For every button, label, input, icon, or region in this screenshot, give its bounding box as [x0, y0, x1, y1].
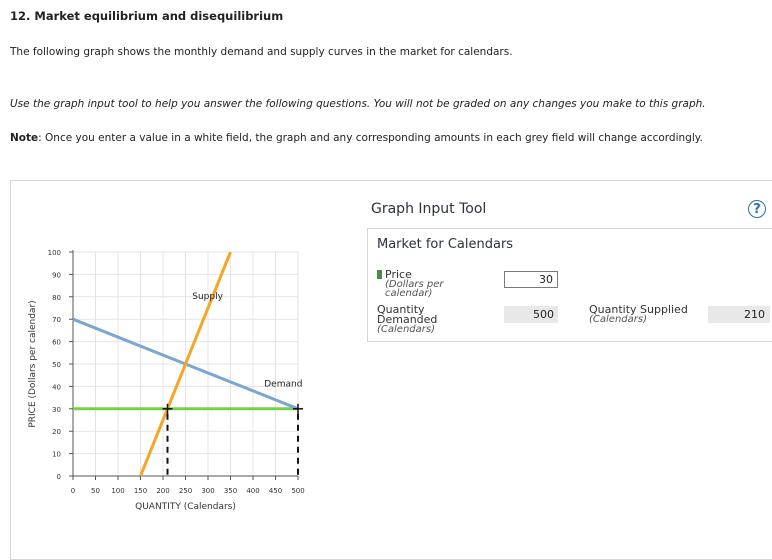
- y-tick-label: 20: [52, 428, 61, 437]
- question-note: [10, 132, 703, 144]
- price-label: Price: [385, 268, 412, 281]
- note-text: : Once you enter a value in a white field, the graph and any corresponding amounts in each grey field will change accordingly.: [38, 132, 703, 144]
- quantity-supplied-value: 210: [708, 306, 770, 323]
- y-tick-label: 60: [52, 338, 61, 347]
- x-axis-label: QUANTITY (Calendars): [135, 502, 236, 512]
- demand-label: Demand: [264, 379, 303, 390]
- x-tick-label: 450: [268, 487, 283, 495]
- quantity-supplied-label: Quantity Supplied: [589, 303, 688, 316]
- price-unit: (Dollars per calendar): [385, 279, 444, 299]
- price-input[interactable]: 30: [504, 271, 558, 288]
- y-tick-label: 0: [56, 473, 61, 481]
- price-label-group: [377, 270, 455, 298]
- graph-panel: [10, 180, 772, 560]
- market-title: Market for Calendars: [377, 237, 514, 252]
- help-icon[interactable]: ?: [748, 200, 766, 218]
- x-tick-label: 50: [91, 487, 100, 495]
- y-axis-label: PRICE (Dollars per calendar): [28, 300, 38, 428]
- quantity-demanded-unit: (Calendars): [377, 324, 435, 335]
- x-tick-label: 400: [246, 487, 260, 495]
- y-tick-label: 80: [52, 293, 61, 302]
- y-tick-label: 70: [52, 316, 61, 325]
- x-tick-label: 300: [201, 487, 215, 495]
- x-tick-label: 350: [223, 487, 238, 495]
- supply-label: Supply: [192, 292, 223, 303]
- x-tick-label: 200: [156, 487, 170, 495]
- quantity-demanded-label-group: [377, 305, 447, 334]
- question-intro: The following graph shows the monthly demand and supply curves in the market for calendars.: [10, 46, 513, 58]
- y-tick-label: 90: [52, 271, 61, 280]
- x-tick-label: 100: [111, 487, 125, 495]
- quantity-demanded-value: 500: [504, 306, 558, 323]
- graph-input-tool-title: Graph Input Tool: [371, 201, 487, 217]
- x-tick-label: 0: [70, 487, 76, 495]
- x-tick-label: 500: [291, 487, 305, 495]
- quantity-supplied-unit: (Calendars): [589, 314, 647, 325]
- question-title: 12. Market equilibrium and disequilibrium: [10, 9, 284, 23]
- quantity-demanded-label: Quantity Demanded: [377, 303, 438, 326]
- y-tick-label: 40: [52, 383, 61, 392]
- quantity-supplied-label-group: [589, 305, 688, 324]
- supply-demand-graph[interactable]: [11, 181, 361, 555]
- question-instruction: Use the graph input tool to help you answer the following questions. You will not be graded on any changes you make to this graph.: [10, 98, 706, 110]
- note-label: Note: [10, 132, 39, 144]
- x-tick-label: 250: [178, 487, 193, 495]
- price-marker-icon: [377, 270, 382, 279]
- y-tick-label: 50: [52, 361, 61, 369]
- graph-input-tool: [367, 228, 772, 342]
- x-tick-label: 150: [133, 487, 148, 495]
- y-tick-label: 10: [52, 450, 61, 459]
- y-tick-label: 100: [47, 249, 61, 257]
- y-tick-label: 30: [52, 405, 61, 414]
